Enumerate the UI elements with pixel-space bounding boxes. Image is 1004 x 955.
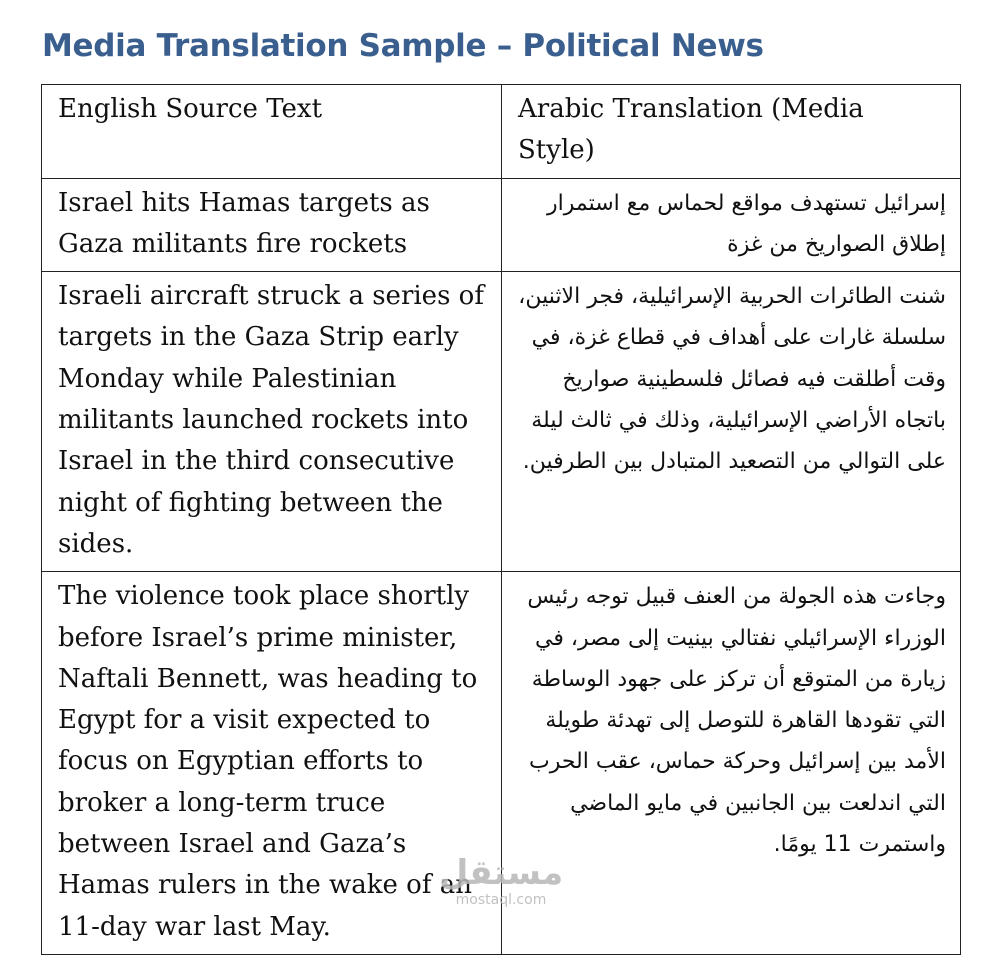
english-headline: Israel hits Hamas targets as Gaza militants fire rockets <box>42 178 502 272</box>
table-row-paragraph-1 <box>42 272 961 572</box>
arabic-paragraph-1: شنت الطائرات الحربية الإسرائيلية، فجر الاثنين، سلسلة غارات على أهداف في قطاع غزة، في وقت أطلقت فيه فصائل فلسطينية صواريخ باتجاه الأراضي الإسرائيلية، وذلك في ثالث ليلة على التوالي من التصعيد المتبادل بين الطرفين. <box>502 272 961 572</box>
watermark-logo-text: مستقل <box>438 853 564 893</box>
header-english-source: English Source Text <box>42 85 502 179</box>
watermark-site: mostaql.com <box>455 892 547 908</box>
english-paragraph-1: Israeli aircraft struck a series of targets in the Gaza Strip early Monday while Palestinian militants launched rockets into Israel in the third consecutive night of fighting between the sides. <box>42 272 502 572</box>
arabic-headline: إسرائيل تستهدف مواقع لحماس مع استمرار إطلاق الصواريخ من غزة <box>502 178 961 272</box>
translation-table <box>41 84 961 955</box>
mostaql-watermark <box>436 854 566 908</box>
table-row-headline <box>42 178 961 272</box>
table-header-row <box>42 85 961 179</box>
header-arabic-translation: Arabic Translation (Media Style) <box>502 85 961 179</box>
english-paragraph-2: The violence took place shortly before Israel’s prime minister, Naftali Bennett, was heading to Egypt for a visit expected to focus on Egyptian efforts to broker a long-term truce between Israel and Gaza’s Hamas rulers in the wake of an 11-day war last May. <box>42 572 502 955</box>
arabic-paragraph-2: وجاءت هذه الجولة من العنف قبيل توجه رئيس الوزراء الإسرائيلي نفتالي بينيت إلى مصر، في زيارة من المتوقع أن تركز على جهود الوساطة التي تقودها القاهرة للتوصل إلى تهدئة طويلة الأمد بين إسرائيل وحركة حماس، عقب الحرب التي اندلعت بين الجانبين في مايو الماضي واستمرت 11 يومًا. <box>502 572 961 955</box>
document-title: Media Translation Sample – Political News <box>42 28 764 64</box>
